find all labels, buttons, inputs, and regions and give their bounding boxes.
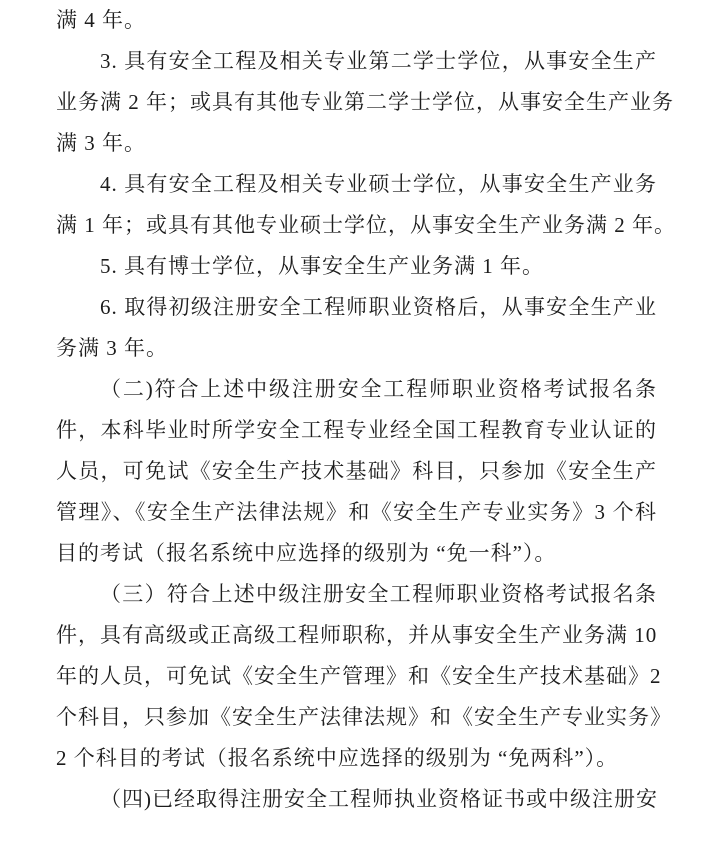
para-item-6 xyxy=(56,287,657,369)
text-line: 管理》、《安全生产法律法规》和《安全生产专业实务》3 个科 xyxy=(56,500,657,524)
para-section-4 xyxy=(56,779,657,820)
text-line: 2 个科目的考试（报名系统中应选择的级别为 “免两科”）。 xyxy=(56,746,619,770)
text-line: 个科目，只参加《安全生产法律法规》和《安全生产专业实务》 xyxy=(56,705,672,729)
para-item-4 xyxy=(56,164,676,246)
para-section-3 xyxy=(56,574,672,779)
text-line: 满 1 年；或具有其他专业硕士学位，从事安全生产业务满 2 年。 xyxy=(56,213,676,237)
text-line: 年的人员，可免试《安全生产管理》和《安全生产技术基础》2 xyxy=(56,664,662,688)
text-line: 目的考试（报名系统中应选择的级别为 “免一科”）。 xyxy=(56,541,557,565)
text-line: 满 3 年。 xyxy=(56,131,146,155)
para-section-2 xyxy=(56,369,657,574)
text-line: （三）符合上述中级注册安全工程师职业资格考试报名条 xyxy=(100,582,657,606)
text-line: 人员，可免试《安全生产技术基础》科目，只参加《安全生产 xyxy=(56,459,657,483)
text-line: 满 4 年。 xyxy=(56,8,146,32)
text-line: 5. 具有博士学位，从事安全生产业务满 1 年。 xyxy=(100,254,544,278)
para-item-3 xyxy=(56,41,674,164)
text-line: 4. 具有安全工程及相关专业硕士学位，从事安全生产业务 xyxy=(100,172,657,196)
text-line: （二)符合上述中级注册安全工程师职业资格考试报名条 xyxy=(100,377,657,401)
text-line: 务满 3 年。 xyxy=(56,336,168,360)
text-line: 件，本科毕业时所学安全工程专业经全国工程教育专业认证的 xyxy=(56,418,657,442)
text-line: 6. 取得初级注册安全工程师职业资格后，从事安全生产业 xyxy=(100,295,657,319)
text-line: 3. 具有安全工程及相关专业第二学士学位，从事安全生产 xyxy=(100,49,657,73)
para-item-2-continuation xyxy=(56,0,657,41)
document-body xyxy=(56,0,676,820)
text-line: （四)已经取得注册安全工程师执业资格证书或中级注册安 xyxy=(100,787,658,811)
text-line: 件，具有高级或正高级工程师职称，并从事安全生产业务满 10 xyxy=(56,623,658,647)
text-line: 业务满 2 年；或具有其他专业第二学士学位，从事安全生产业务 xyxy=(56,90,674,114)
para-item-5 xyxy=(56,246,657,287)
